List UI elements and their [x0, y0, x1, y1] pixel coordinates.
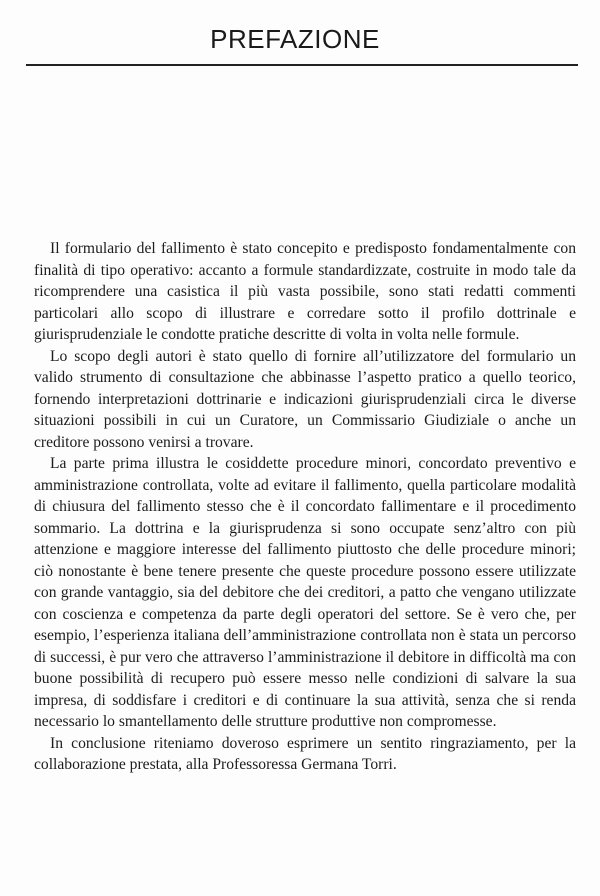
paragraph-1-text: Il formulario del fallimento è stato concepito e predisposto fondamentalmente con finalità di tipo operativo: accanto a formule standardizzate, costruite in modo tale da ricomprendere una casistica il più vasta possibile, sono stati redatti commenti particolari allo scopo di illustrare e corredare sotto il profilo dottrinale e giurisprudenziale le condotte pratiche descritte di volta in volta nelle formule.: [34, 240, 576, 343]
title-underline: [26, 64, 578, 66]
paragraph-3: [34, 453, 576, 733]
paragraph-2: [34, 346, 576, 454]
paragraph-3-text: La parte prima illustra le cosiddette procedure minori, concordato preventivo e amministrazione controllata, volte ad evitare il fallimento, quella particolare modalità di chiusura del fallimento stesso che è il concordato fallimentare e il procedimento sommario. La dottrina e la giurisprudenza si sono occupate senz’altro con più attenzione e maggiore interesse del fallimento piuttosto che delle procedure minori; ciò nonostante è bene tenere presente che queste procedure possono essere utilizzate con grande vantaggio, sia del debitore che dei creditori, a patto che vengano utilizzate con coscienza e competenza da parte degli operatori del settore. Se è vero che, per esempio, l’esperienza italiana dell’amministrazione controllata non è stata un percorso di successi, è pur vero che attraverso l’amministrazione il debitore in difficoltà ma con buone possibilità di recupero può essere messo nelle condizioni di salvare la sua impresa, di soddisfare i creditori e di continuare la sua attività, senza che si renda necessario lo smantellamento delle strutture produttive non compromesse.: [34, 455, 576, 730]
page-title: PREFAZIONE: [210, 24, 380, 54]
paragraph-4-text: In conclusione riteniamo doveroso esprimere un sentito ringraziamento, per la collaborazione prestata, alla Professoressa Germana Torri.: [34, 734, 576, 773]
paragraph-4: [34, 733, 576, 776]
preface-body: [34, 238, 576, 776]
paragraph-1: [34, 238, 576, 346]
paragraph-2-text: Lo scopo degli autori è stato quello di fornire all’utilizzatore del formulario un valido strumento di consultazione che abbinasse l’aspetto pratico a quello teorico, fornendo interpretazioni dottrinarie e indicazioni giurisprudenziali circa le diverse situazioni possibili in cui un Curatore, un Commissario Giudiziale o anche un creditore possono venirsi a trovare.: [34, 347, 576, 451]
